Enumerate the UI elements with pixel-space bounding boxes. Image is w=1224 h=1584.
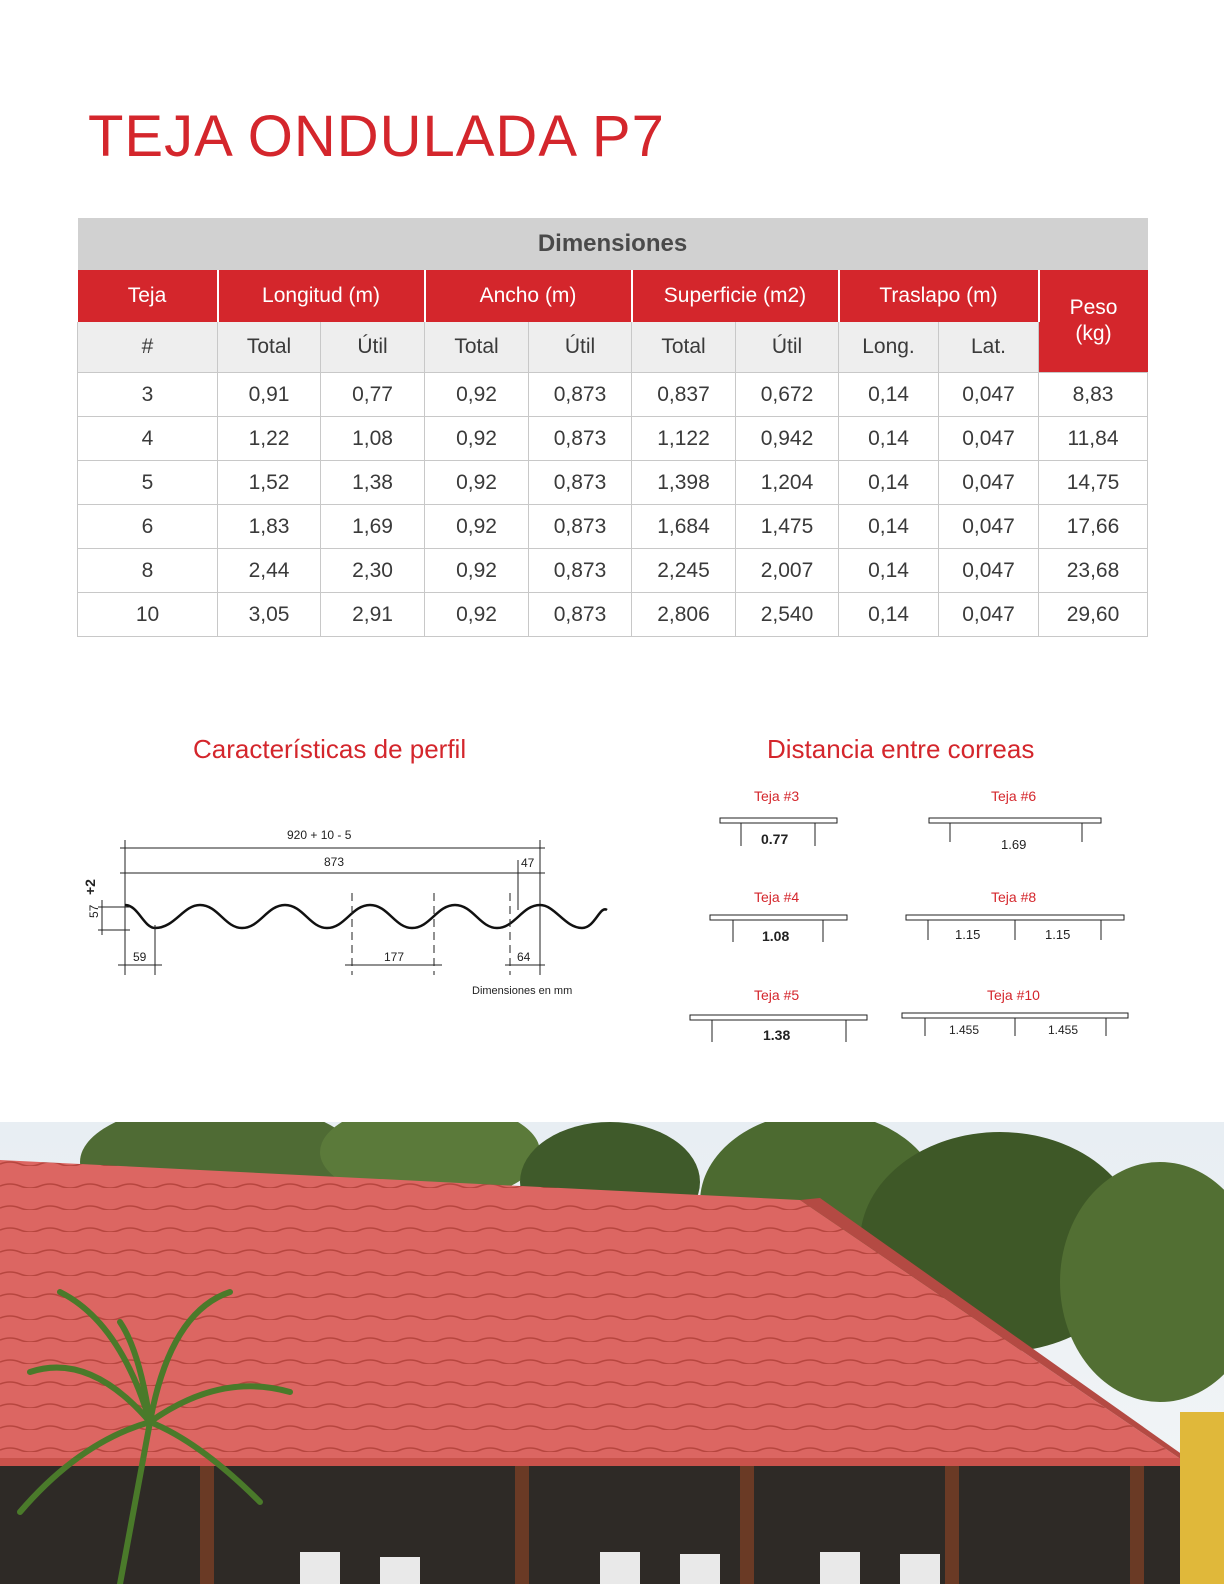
subheader-cell: Total xyxy=(218,322,321,373)
table-cell: 2,91 xyxy=(321,593,425,637)
table-cell: 0,92 xyxy=(425,417,529,461)
table-cell: 1,38 xyxy=(321,461,425,505)
sheet-bar xyxy=(906,915,1124,920)
table-cell: 1,83 xyxy=(218,505,321,549)
table-cell: 2,245 xyxy=(632,549,736,593)
correas-title: Distancia entre correas xyxy=(767,734,1035,764)
correa-label: Teja #3 xyxy=(754,788,800,804)
table-cell: 2,540 xyxy=(736,593,839,637)
subheader-cell: Long. xyxy=(839,322,939,373)
header-longitud: Longitud (m) xyxy=(218,270,425,322)
correa-label: Teja #6 xyxy=(991,788,1037,804)
header-teja: Teja xyxy=(78,270,218,322)
header-peso: Peso (kg) xyxy=(1039,270,1148,373)
table-cell: 0,873 xyxy=(529,505,632,549)
header-ancho: Ancho (m) xyxy=(425,270,632,322)
table-cell: 2,30 xyxy=(321,549,425,593)
dim-873: 873 xyxy=(324,855,345,869)
sheet-bar xyxy=(902,1013,1128,1018)
table-cell: 0,047 xyxy=(939,461,1039,505)
dim-47: 47 xyxy=(521,856,535,870)
correa-value: 0.77 xyxy=(761,831,789,847)
table-cell: 0,77 xyxy=(321,373,425,417)
table-cell: 0,92 xyxy=(425,461,529,505)
table-cell: 0,873 xyxy=(529,417,632,461)
table-cell: 1,69 xyxy=(321,505,425,549)
table-cell: 1,398 xyxy=(632,461,736,505)
subheader-cell: Total xyxy=(632,322,736,373)
dim-920: 920 + 10 - 5 xyxy=(287,828,352,842)
correa-value: 1.15 xyxy=(955,927,981,942)
subheader-cell: Total xyxy=(425,322,529,373)
table-cell: 0,14 xyxy=(839,373,939,417)
table-cell: 0,92 xyxy=(425,373,529,417)
dim-tolerance: +2 xyxy=(82,879,98,895)
correa-label: Teja #5 xyxy=(754,987,800,1003)
table-cell: 0,047 xyxy=(939,593,1039,637)
table-cell: 0,672 xyxy=(736,373,839,417)
table-cell: 14,75 xyxy=(1039,461,1148,505)
subheader-cell: Útil xyxy=(736,322,839,373)
table-cell: 1,475 xyxy=(736,505,839,549)
correa-value: 1.38 xyxy=(763,1027,791,1043)
table-cell: 0,873 xyxy=(529,593,632,637)
perfil-title: Características de perfil xyxy=(193,734,467,764)
page-title: TEJA ONDULADA P7 xyxy=(88,104,665,169)
table-cell: 0,14 xyxy=(839,417,939,461)
sheet-bar xyxy=(720,818,837,823)
roof-illustration xyxy=(0,1122,1224,1584)
table-cell: 0,14 xyxy=(839,505,939,549)
sheet-bar xyxy=(690,1015,867,1020)
correa-value: 1.455 xyxy=(949,1023,980,1037)
correa-label: Teja #8 xyxy=(991,889,1037,905)
table-cell: 1,22 xyxy=(218,417,321,461)
correa-value: 1.69 xyxy=(1001,837,1027,852)
table-cell: 0,14 xyxy=(839,549,939,593)
table-cell: 0,047 xyxy=(939,505,1039,549)
table-cell: 10 xyxy=(78,593,218,637)
correa-value: 1.15 xyxy=(1045,927,1071,942)
correa-label: Teja #4 xyxy=(754,889,800,905)
table-cell: 11,84 xyxy=(1039,417,1148,461)
table-cell: 3 xyxy=(78,373,218,417)
table-cell: 0,047 xyxy=(939,549,1039,593)
table-cell: 6 xyxy=(78,505,218,549)
table-cell: 0,873 xyxy=(529,461,632,505)
subheader-cell: Útil xyxy=(529,322,632,373)
table-cell: 0,047 xyxy=(939,373,1039,417)
table-cell: 5 xyxy=(78,461,218,505)
table-cell: 29,60 xyxy=(1039,593,1148,637)
table-cell: 0,92 xyxy=(425,505,529,549)
table-cell: 0,873 xyxy=(529,549,632,593)
wave-profile xyxy=(125,905,607,928)
table-cell: 0,837 xyxy=(632,373,736,417)
table-cell: 8,83 xyxy=(1039,373,1148,417)
dim-59: 59 xyxy=(133,950,147,964)
correa-label: Teja #10 xyxy=(987,987,1040,1003)
table-caption: Dimensiones xyxy=(78,218,1148,270)
correa-value: 1.08 xyxy=(762,928,790,944)
table-cell: 2,806 xyxy=(632,593,736,637)
units-note: Dimensiones en mm xyxy=(472,985,573,997)
table-cell: 0,14 xyxy=(839,461,939,505)
table-cell: 1,684 xyxy=(632,505,736,549)
subheader-cell: Lat. xyxy=(939,322,1039,373)
table-cell: 1,122 xyxy=(632,417,736,461)
dim-64: 64 xyxy=(517,950,531,964)
table-cell: 17,66 xyxy=(1039,505,1148,549)
subheader-cell: # xyxy=(78,322,218,373)
correa-value: 1.455 xyxy=(1048,1023,1079,1037)
roof-photo xyxy=(0,1122,1224,1584)
table-cell: 2,007 xyxy=(736,549,839,593)
table-cell: 0,14 xyxy=(839,593,939,637)
table-cell: 0,047 xyxy=(939,417,1039,461)
sheet-bar xyxy=(929,818,1101,823)
header-traslapo: Traslapo (m) xyxy=(839,270,1039,322)
table-cell: 8 xyxy=(78,549,218,593)
table-cell: 0,873 xyxy=(529,373,632,417)
table-cell: 0,92 xyxy=(425,593,529,637)
table-cell: 1,52 xyxy=(218,461,321,505)
table-cell: 1,204 xyxy=(736,461,839,505)
table-cell: 3,05 xyxy=(218,593,321,637)
dim-177: 177 xyxy=(384,950,405,964)
subheader-cell: Útil xyxy=(321,322,425,373)
table-cell: 23,68 xyxy=(1039,549,1148,593)
table-cell: 1,08 xyxy=(321,417,425,461)
dim-57: 57 xyxy=(87,904,101,918)
table-cell: 0,91 xyxy=(218,373,321,417)
sheet-bar xyxy=(710,915,847,920)
table-cell: 2,44 xyxy=(218,549,321,593)
table-cell: 0,92 xyxy=(425,549,529,593)
header-superficie: Superficie (m2) xyxy=(632,270,839,322)
table-cell: 0,942 xyxy=(736,417,839,461)
table-cell: 4 xyxy=(78,417,218,461)
